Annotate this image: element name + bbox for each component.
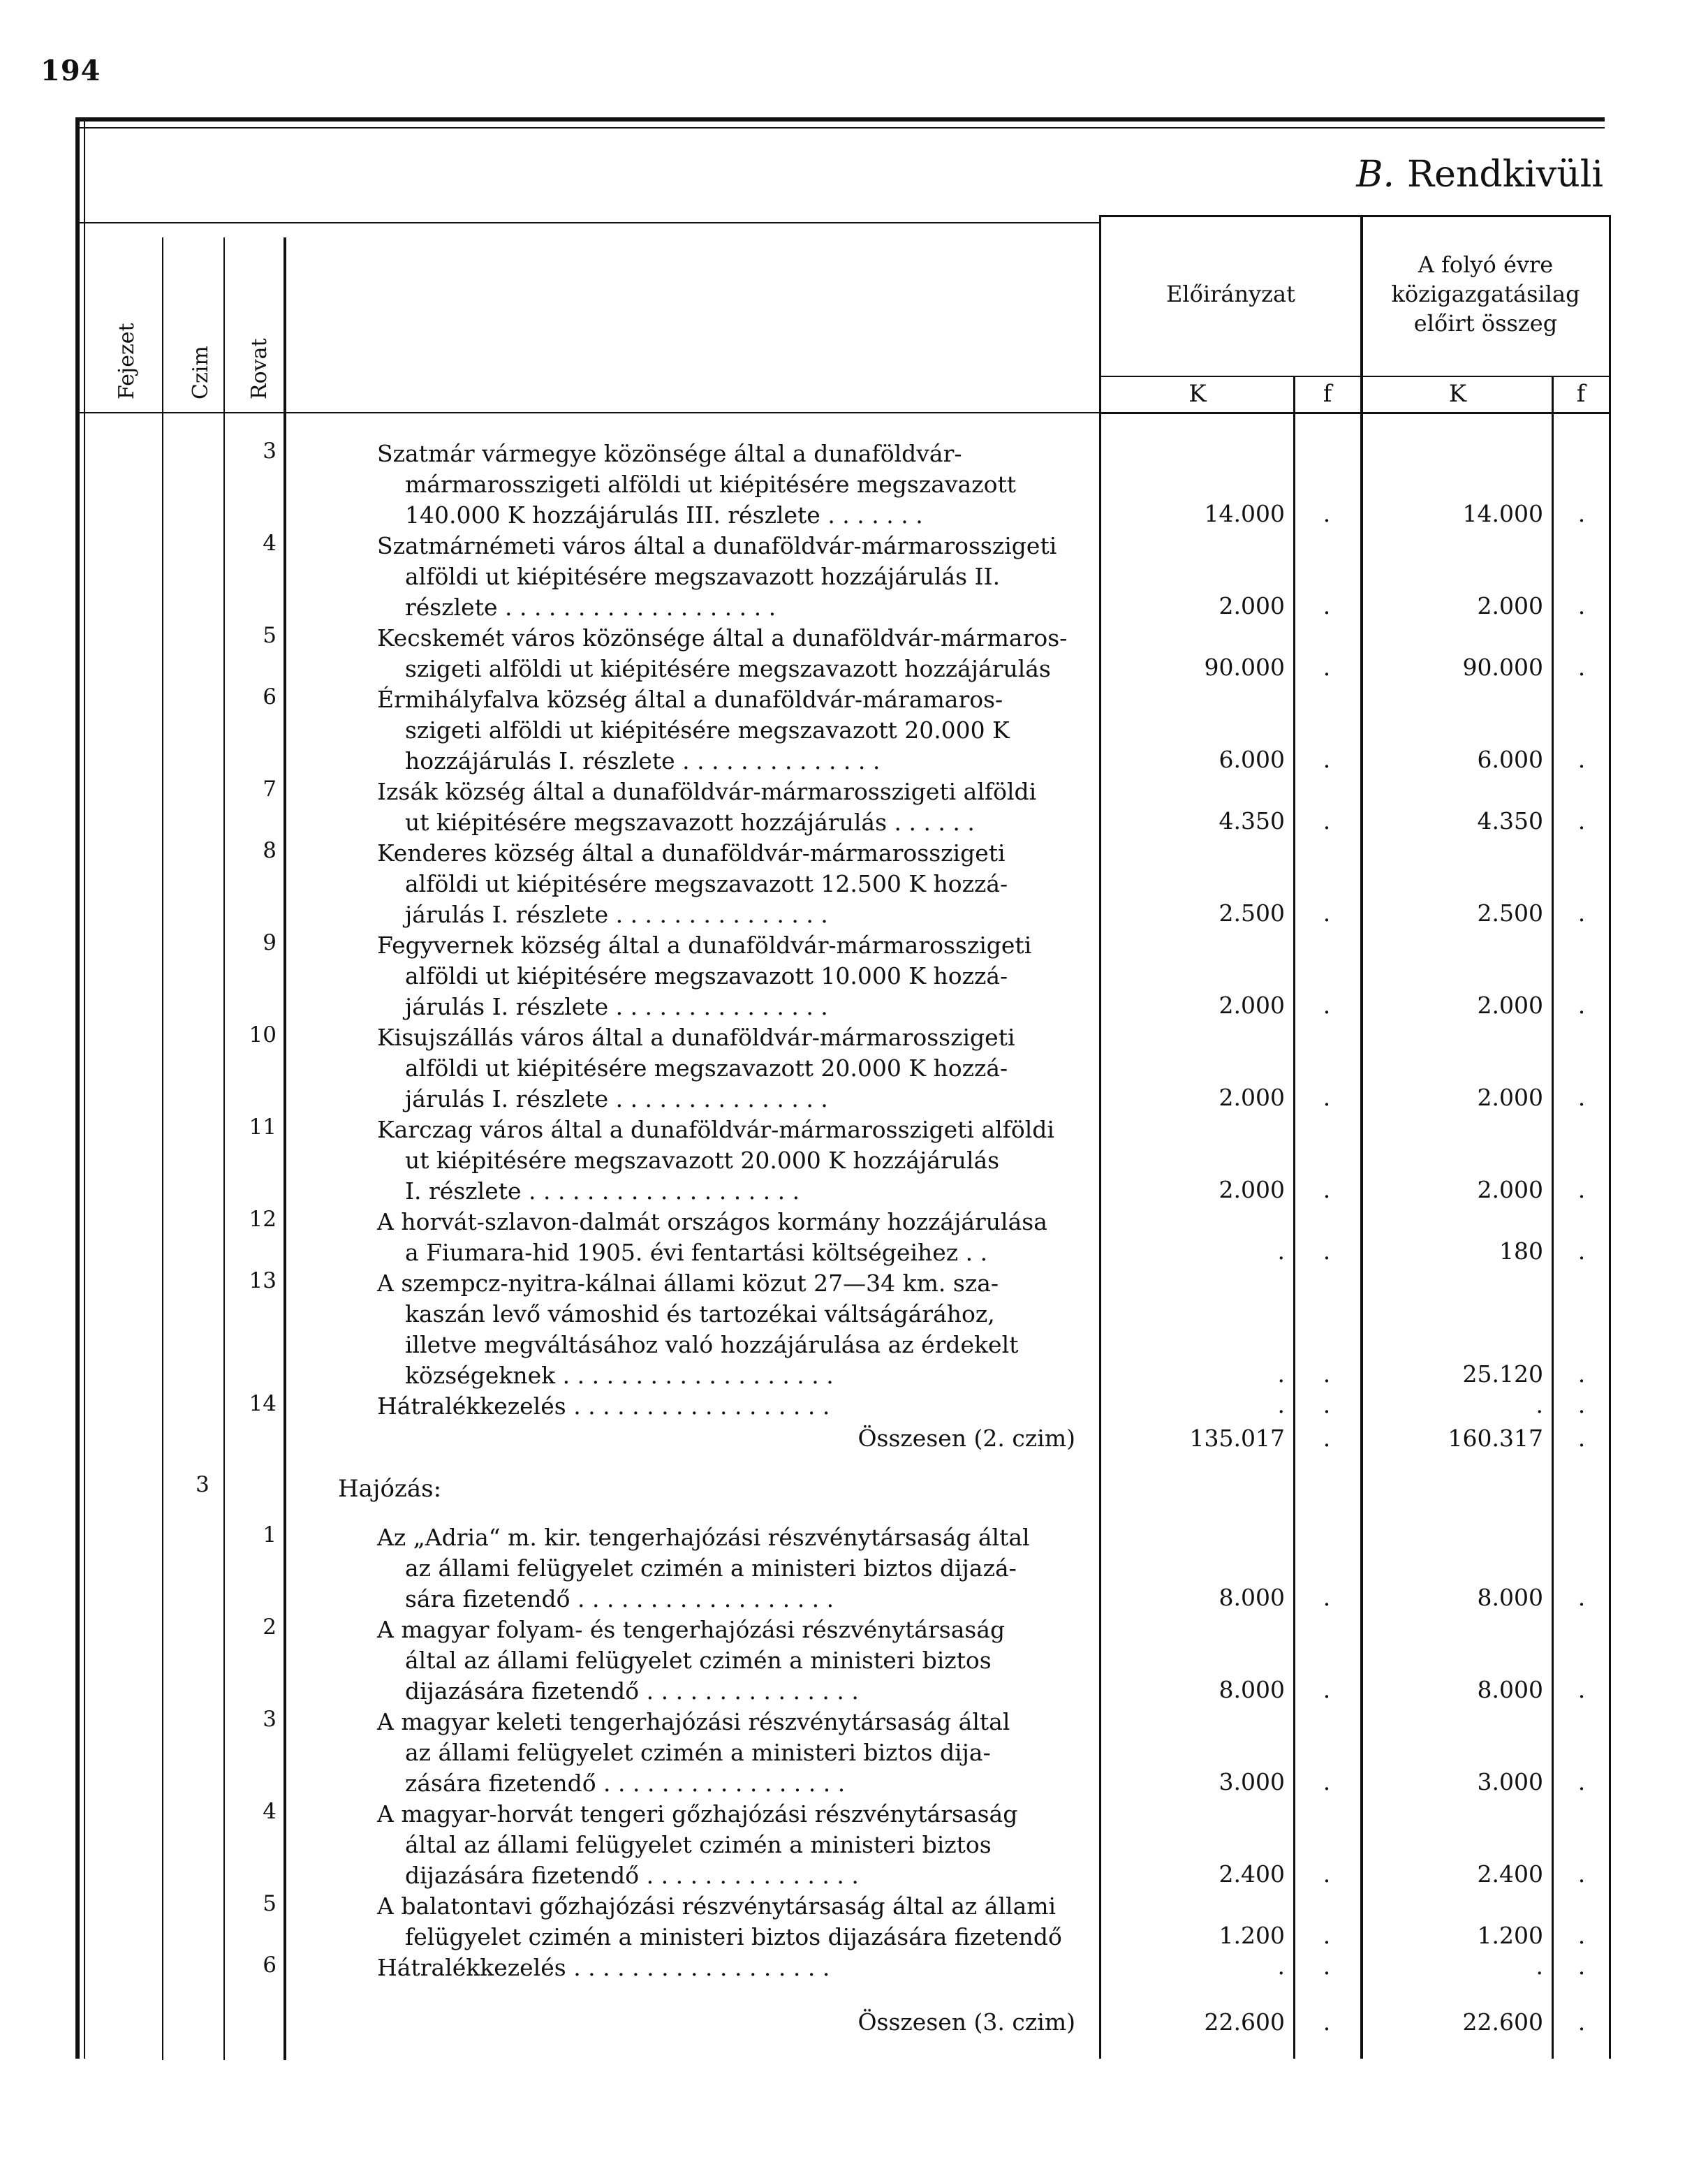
czim3-row-text: Az „Adria“ m. kir. tengerhajózási részvénytársaság által: [377, 1524, 1030, 1551]
czim2-row-folyo-f: .: [1577, 1176, 1586, 1203]
czim3-row-text: sára fizetendő . . . . . . . . . . . . . . . . . .: [405, 1585, 834, 1612]
czim2-rovat-number: 6: [263, 684, 277, 709]
czim2-row-eloiranyzat-k: 6.000: [1219, 746, 1285, 773]
czim2-row-text: kaszán levő vámoshid és tartozékai váltságárához,: [405, 1300, 995, 1328]
czim2-row-text: mármarosszigeti alföldi ut kiépitésére megszavazott: [405, 471, 1016, 498]
page-number: 194: [41, 54, 101, 87]
czim3-row-eloiranyzat-f: .: [1323, 1860, 1331, 1888]
czim2-row-text: Szatmár vármegye közönsége által a dunaföldvár-: [377, 440, 962, 467]
czim3-rovat-number: 3: [263, 1707, 277, 1732]
czim3-row-folyo-k: 2.400: [1477, 1860, 1543, 1888]
right-rule: [1609, 215, 1611, 2059]
czim3-row-text: az állami felügyelet czimén a ministeri biztos dija-: [405, 1739, 991, 1766]
left-rule: [75, 117, 80, 2059]
rovat-col-rule: [223, 237, 225, 2060]
czim3-row-text: dijazására fizetendő . . . . . . . . . . . . . . .: [405, 1677, 859, 1705]
czim3-row-text: által az állami felügyelet czimén a ministeri biztos: [405, 1647, 992, 1674]
czim2-row-text: 140.000 K hozzájárulás III. részlete . . . . . . .: [405, 501, 923, 529]
unit-f1: f: [1323, 380, 1332, 408]
czim2-row-text: Karczag város által a dunaföldvár-mármarosszigeti alföldi: [377, 1116, 1054, 1143]
czim3-rovat-number: 4: [263, 1799, 277, 1824]
czim-number-3: 3: [196, 1472, 209, 1497]
czim2-rovat-number: 13: [249, 1268, 277, 1293]
header-folyo-evre: [1365, 250, 1606, 338]
czim2-row-text: részlete . . . . . . . . . . . . . . . . . . .: [405, 594, 776, 621]
total-czim-3-label: Összesen (3. czim): [857, 2008, 1075, 2036]
czim3-row-folyo-k: 8.000: [1477, 1584, 1543, 1611]
czim3-row-folyo-f: .: [1577, 1860, 1586, 1888]
czim2-row-text: járulás I. részlete . . . . . . . . . . . . . . .: [405, 993, 828, 1020]
header-folyo-line1: A folyó évre: [1418, 251, 1554, 278]
header-eloiranyzat: Előirányzat: [1166, 281, 1295, 307]
czim3-row-folyo-f: .: [1577, 1953, 1586, 1980]
czim2-rovat-number: 11: [249, 1115, 277, 1140]
czim3-rovat-number: 1: [263, 1522, 277, 1547]
top-rule: [75, 117, 1605, 122]
czim2-row-text: alföldi ut kiépitésére megszavazott 10.000 K hozzá-: [405, 962, 1008, 990]
czim2-row-eloiranyzat-k: 2.000: [1219, 1084, 1285, 1111]
section-name: Rendkivüli: [1407, 154, 1603, 196]
czim3-row-folyo-f: .: [1577, 1768, 1586, 1795]
total-czim-2-eloiranyzat-f: .: [1323, 1425, 1331, 1452]
top-rule-thin: [75, 127, 1605, 128]
czim3-row-folyo-k: .: [1536, 1953, 1543, 1980]
czim-col-rule: [162, 237, 163, 2060]
rovat-col-rule-bold: [284, 237, 286, 2060]
czim3-row-folyo-k: 8.000: [1477, 1676, 1543, 1703]
czim2-rovat-number: 4: [263, 531, 277, 556]
czim2-row-text: Hátralékkezelés . . . . . . . . . . . . . . . . . .: [377, 1392, 830, 1420]
czim2-row-eloiranyzat-k: .: [1277, 1360, 1285, 1388]
czim2-row-folyo-f: .: [1577, 899, 1586, 927]
czim2-row-folyo-f: .: [1577, 592, 1586, 619]
czim2-row-text: községeknek . . . . . . . . . . . . . . . . . . .: [405, 1362, 834, 1389]
czim2-row-eloiranyzat-k: 2.000: [1219, 1176, 1285, 1203]
czim2-row-text: Szatmárnémeti város által a dunaföldvár-mármarosszigeti: [377, 532, 1057, 559]
czim2-rovat-number: 7: [263, 777, 277, 802]
czim3-row-text: A magyar keleti tengerhajózási részvénytársaság által: [377, 1708, 1010, 1735]
czim3-row-eloiranyzat-k: 1.200: [1219, 1922, 1285, 1949]
czim2-row-text: A horvát-szlavon-dalmát országos kormány hozzájárulása: [377, 1208, 1047, 1235]
header-fejezet: Fejezet: [115, 323, 139, 399]
czim3-row-text: Hátralékkezelés . . . . . . . . . . . . . . . . . .: [377, 1954, 830, 1981]
czim2-row-folyo-k: 25.120: [1462, 1360, 1543, 1388]
czim2-row-eloiranyzat-f: .: [1323, 899, 1331, 927]
total-czim-3-folyo-f: .: [1577, 2008, 1586, 2036]
czim2-row-text: illetve megváltásához való hozzájárulása az érdekelt: [405, 1331, 1019, 1358]
k2-f2-col-rule: [1552, 377, 1554, 2059]
czim2-row-folyo-k: .: [1536, 1391, 1543, 1418]
czim2-row-eloiranyzat-k: 14.000: [1204, 500, 1285, 527]
header-rovat: Rovat: [247, 338, 272, 399]
header-folyo-line2: közigazgatásilag: [1391, 281, 1580, 307]
czim3-row-text: A magyar-horvát tengeri gőzhajózási részvénytársaság: [377, 1800, 1018, 1828]
czim3-row-eloiranyzat-f: .: [1323, 1922, 1331, 1949]
section-letter: B.: [1356, 154, 1395, 196]
czim2-row-folyo-f: .: [1577, 1391, 1586, 1418]
czim3-row-eloiranyzat-k: 8.000: [1219, 1584, 1285, 1611]
unit-k1: K: [1188, 380, 1207, 408]
czim3-row-folyo-f: .: [1577, 1676, 1586, 1703]
czim2-row-folyo-f: .: [1577, 1360, 1586, 1388]
czim2-row-text: szigeti alföldi ut kiépitésére megszavazott 20.000 K: [405, 716, 1010, 744]
header-rule: [80, 222, 1099, 223]
czim3-row-eloiranyzat-f: .: [1323, 1676, 1331, 1703]
czim2-row-text: a Fiumara-hid 1905. évi fentartási költségeihez . .: [405, 1239, 988, 1266]
czim3-rovat-number: 5: [263, 1891, 277, 1916]
czim2-row-eloiranyzat-f: .: [1323, 1237, 1331, 1265]
czim2-row-eloiranyzat-f: .: [1323, 654, 1331, 681]
czim3-row-eloiranyzat-f: .: [1323, 1953, 1331, 1980]
czim2-row-text: alföldi ut kiépitésére megszavazott hozzájárulás II.: [405, 563, 1001, 590]
czim2-row-text: I. részlete . . . . . . . . . . . . . . . . . . .: [405, 1177, 800, 1205]
total-czim-3-folyo-k: 22.600: [1462, 2008, 1543, 2036]
czim2-row-text: Érmihályfalva község által a dunaföldvár-máramaros-: [377, 686, 1003, 713]
section-title: [1356, 154, 1603, 196]
czim2-rovat-number: 14: [249, 1391, 277, 1416]
czim2-row-text: Kecskemét város közönsége által a dunaföldvár-mármaros-: [377, 624, 1068, 652]
czim2-row-eloiranyzat-f: .: [1323, 1360, 1331, 1388]
czim3-row-text: felügyelet czimén a ministeri biztos dijazására fizetendő: [405, 1923, 1062, 1950]
czim2-row-folyo-k: 2.000: [1477, 592, 1543, 619]
czim2-row-folyo-f: .: [1577, 992, 1586, 1019]
czim2-row-text: Kisujszállás város által a dunaföldvár-mármarosszigeti: [377, 1024, 1015, 1051]
czim2-row-text: Izsák község által a dunaföldvár-mármarosszigeti alföldi: [377, 778, 1037, 805]
czim3-row-eloiranyzat-k: 2.400: [1219, 1860, 1285, 1888]
czim2-row-text: hozzájárulás I. részlete . . . . . . . . . . . . . .: [405, 747, 881, 774]
unit-row-top: [1099, 376, 1609, 377]
czim2-rovat-number: 3: [263, 439, 277, 464]
czim3-row-eloiranyzat-k: 8.000: [1219, 1676, 1285, 1703]
czim2-row-eloiranyzat-f: .: [1323, 500, 1331, 527]
czim2-row-text: Kenderes község által a dunaföldvár-mármarosszigeti: [377, 839, 1006, 867]
czim2-rovat-number: 9: [263, 930, 277, 955]
czim2-rovat-number: 5: [263, 623, 277, 648]
czim2-row-text: A szempcz-nyitra-kálnai állami közut 27—34 km. sza-: [377, 1270, 999, 1297]
czim3-row-text: által az állami felügyelet czimén a ministeri biztos: [405, 1831, 992, 1858]
czim2-row-text: ut kiépitésére megszavazott 20.000 K hozzájárulás: [405, 1147, 1000, 1174]
desc-bottom-rule: [80, 412, 1099, 413]
czim2-row-folyo-k: 4.350: [1477, 807, 1543, 834]
czim2-row-eloiranyzat-f: .: [1323, 746, 1331, 773]
czim2-row-text: alföldi ut kiépitésére megszavazott 12.500 K hozzá-: [405, 870, 1008, 897]
czim2-rovat-number: 12: [249, 1207, 277, 1232]
czim2-row-folyo-k: 14.000: [1462, 500, 1543, 527]
total-czim-2-folyo-f: .: [1577, 1425, 1586, 1452]
czim3-row-folyo-f: .: [1577, 1584, 1586, 1611]
czim2-row-folyo-f: .: [1577, 500, 1586, 527]
czim3-row-text: az állami felügyelet czimén a ministeri biztos dijazá-: [405, 1554, 1017, 1582]
total-czim-3-eloiranyzat-k: 22.600: [1204, 2008, 1285, 2036]
amount-header-top: [1099, 215, 1609, 217]
czim2-row-eloiranyzat-k: 2.000: [1219, 592, 1285, 619]
czim2-row-eloiranyzat-f: .: [1323, 992, 1331, 1019]
czim2-row-text: alföldi ut kiépitésére megszavazott 20.000 K hozzá-: [405, 1054, 1008, 1082]
czim3-row-folyo-k: 3.000: [1477, 1768, 1543, 1795]
czim2-row-folyo-f: .: [1577, 746, 1586, 773]
left-rule-inner: [84, 117, 85, 2059]
czim2-row-text: Fegyvernek község által a dunaföldvár-mármarosszigeti: [377, 932, 1032, 959]
czim2-row-text: ut kiépitésére megszavazott hozzájárulás . . . . . .: [405, 809, 975, 836]
czim2-row-folyo-k: 2.000: [1477, 1084, 1543, 1111]
header-folyo-line3: előirt összeg: [1413, 310, 1558, 337]
czim3-row-folyo-k: 1.200: [1477, 1922, 1543, 1949]
czim2-row-eloiranyzat-k: 2.000: [1219, 992, 1285, 1019]
total-czim-3-eloiranyzat-f: .: [1323, 2008, 1331, 2036]
czim3-row-folyo-f: .: [1577, 1922, 1586, 1949]
unit-k2: K: [1448, 380, 1467, 408]
czim3-rovat-number: 2: [263, 1615, 277, 1640]
czim3-row-text: A magyar folyam- és tengerhajózási részvénytársaság: [377, 1616, 1006, 1643]
czim2-row-text: járulás I. részlete . . . . . . . . . . . . . . .: [405, 901, 828, 928]
czim2-row-eloiranyzat-f: .: [1323, 1391, 1331, 1418]
czim2-row-eloiranyzat-f: .: [1323, 807, 1331, 834]
czim2-row-folyo-f: .: [1577, 1084, 1586, 1111]
czim2-row-folyo-f: .: [1577, 1237, 1586, 1265]
czim2-row-eloiranyzat-k: 2.500: [1219, 899, 1285, 927]
header-czim: Czim: [189, 346, 213, 399]
unit-row-bottom: [1099, 412, 1609, 414]
total-czim-2-folyo-k: 160.317: [1448, 1425, 1543, 1452]
czim3-rovat-number: 6: [263, 1953, 277, 1978]
czim3-row-eloiranyzat-f: .: [1323, 1768, 1331, 1795]
czim3-row-eloiranyzat-f: .: [1323, 1584, 1331, 1611]
czim2-row-eloiranyzat-k: 90.000: [1204, 654, 1285, 681]
czim2-row-eloiranyzat-f: .: [1323, 1084, 1331, 1111]
total-czim-2-label: Összesen (2. czim): [857, 1425, 1075, 1452]
czim3-row-text: dijazására fizetendő . . . . . . . . . . . . . . .: [405, 1862, 859, 1889]
czim2-row-eloiranyzat-k: 4.350: [1219, 807, 1285, 834]
czim3-row-text: A balatontavi gőzhajózási részvénytársaság által az állami: [377, 1892, 1057, 1920]
czim3-row-eloiranyzat-k: .: [1277, 1953, 1285, 1980]
czim2-row-folyo-k: 180: [1499, 1237, 1543, 1265]
czim2-rovat-number: 10: [249, 1022, 277, 1047]
group-label-hajozas: Hajózás:: [338, 1475, 442, 1503]
czim2-row-folyo-k: 2.000: [1477, 1176, 1543, 1203]
k1-f1-col-rule: [1293, 377, 1295, 2059]
czim2-row-folyo-k: 2.500: [1477, 899, 1543, 927]
czim2-row-folyo-k: 2.000: [1477, 992, 1543, 1019]
eloiranyzat-col-rule: [1099, 215, 1101, 2059]
czim2-row-folyo-f: .: [1577, 654, 1586, 681]
czim2-row-text: szigeti alföldi ut kiépitésére megszavazott hozzájárulás: [405, 655, 1051, 682]
unit-f2: f: [1576, 380, 1586, 408]
czim2-row-text: járulás I. részlete . . . . . . . . . . . . . . .: [405, 1085, 828, 1112]
czim2-rovat-number: 8: [263, 838, 277, 863]
total-czim-2-eloiranyzat-k: 135.017: [1189, 1425, 1285, 1452]
czim2-row-folyo-k: 6.000: [1477, 746, 1543, 773]
czim2-row-eloiranyzat-k: .: [1277, 1237, 1285, 1265]
czim2-row-eloiranyzat-k: .: [1277, 1391, 1285, 1418]
czim3-row-text: zására fizetendő . . . . . . . . . . . . . . . . .: [405, 1770, 846, 1797]
czim2-row-eloiranyzat-f: .: [1323, 592, 1331, 619]
czim2-row-folyo-k: 90.000: [1462, 654, 1543, 681]
czim2-row-eloiranyzat-f: .: [1323, 1176, 1331, 1203]
folyo-col-rule: [1360, 215, 1363, 2059]
czim2-row-folyo-f: .: [1577, 807, 1586, 834]
czim3-row-eloiranyzat-k: 3.000: [1219, 1768, 1285, 1795]
